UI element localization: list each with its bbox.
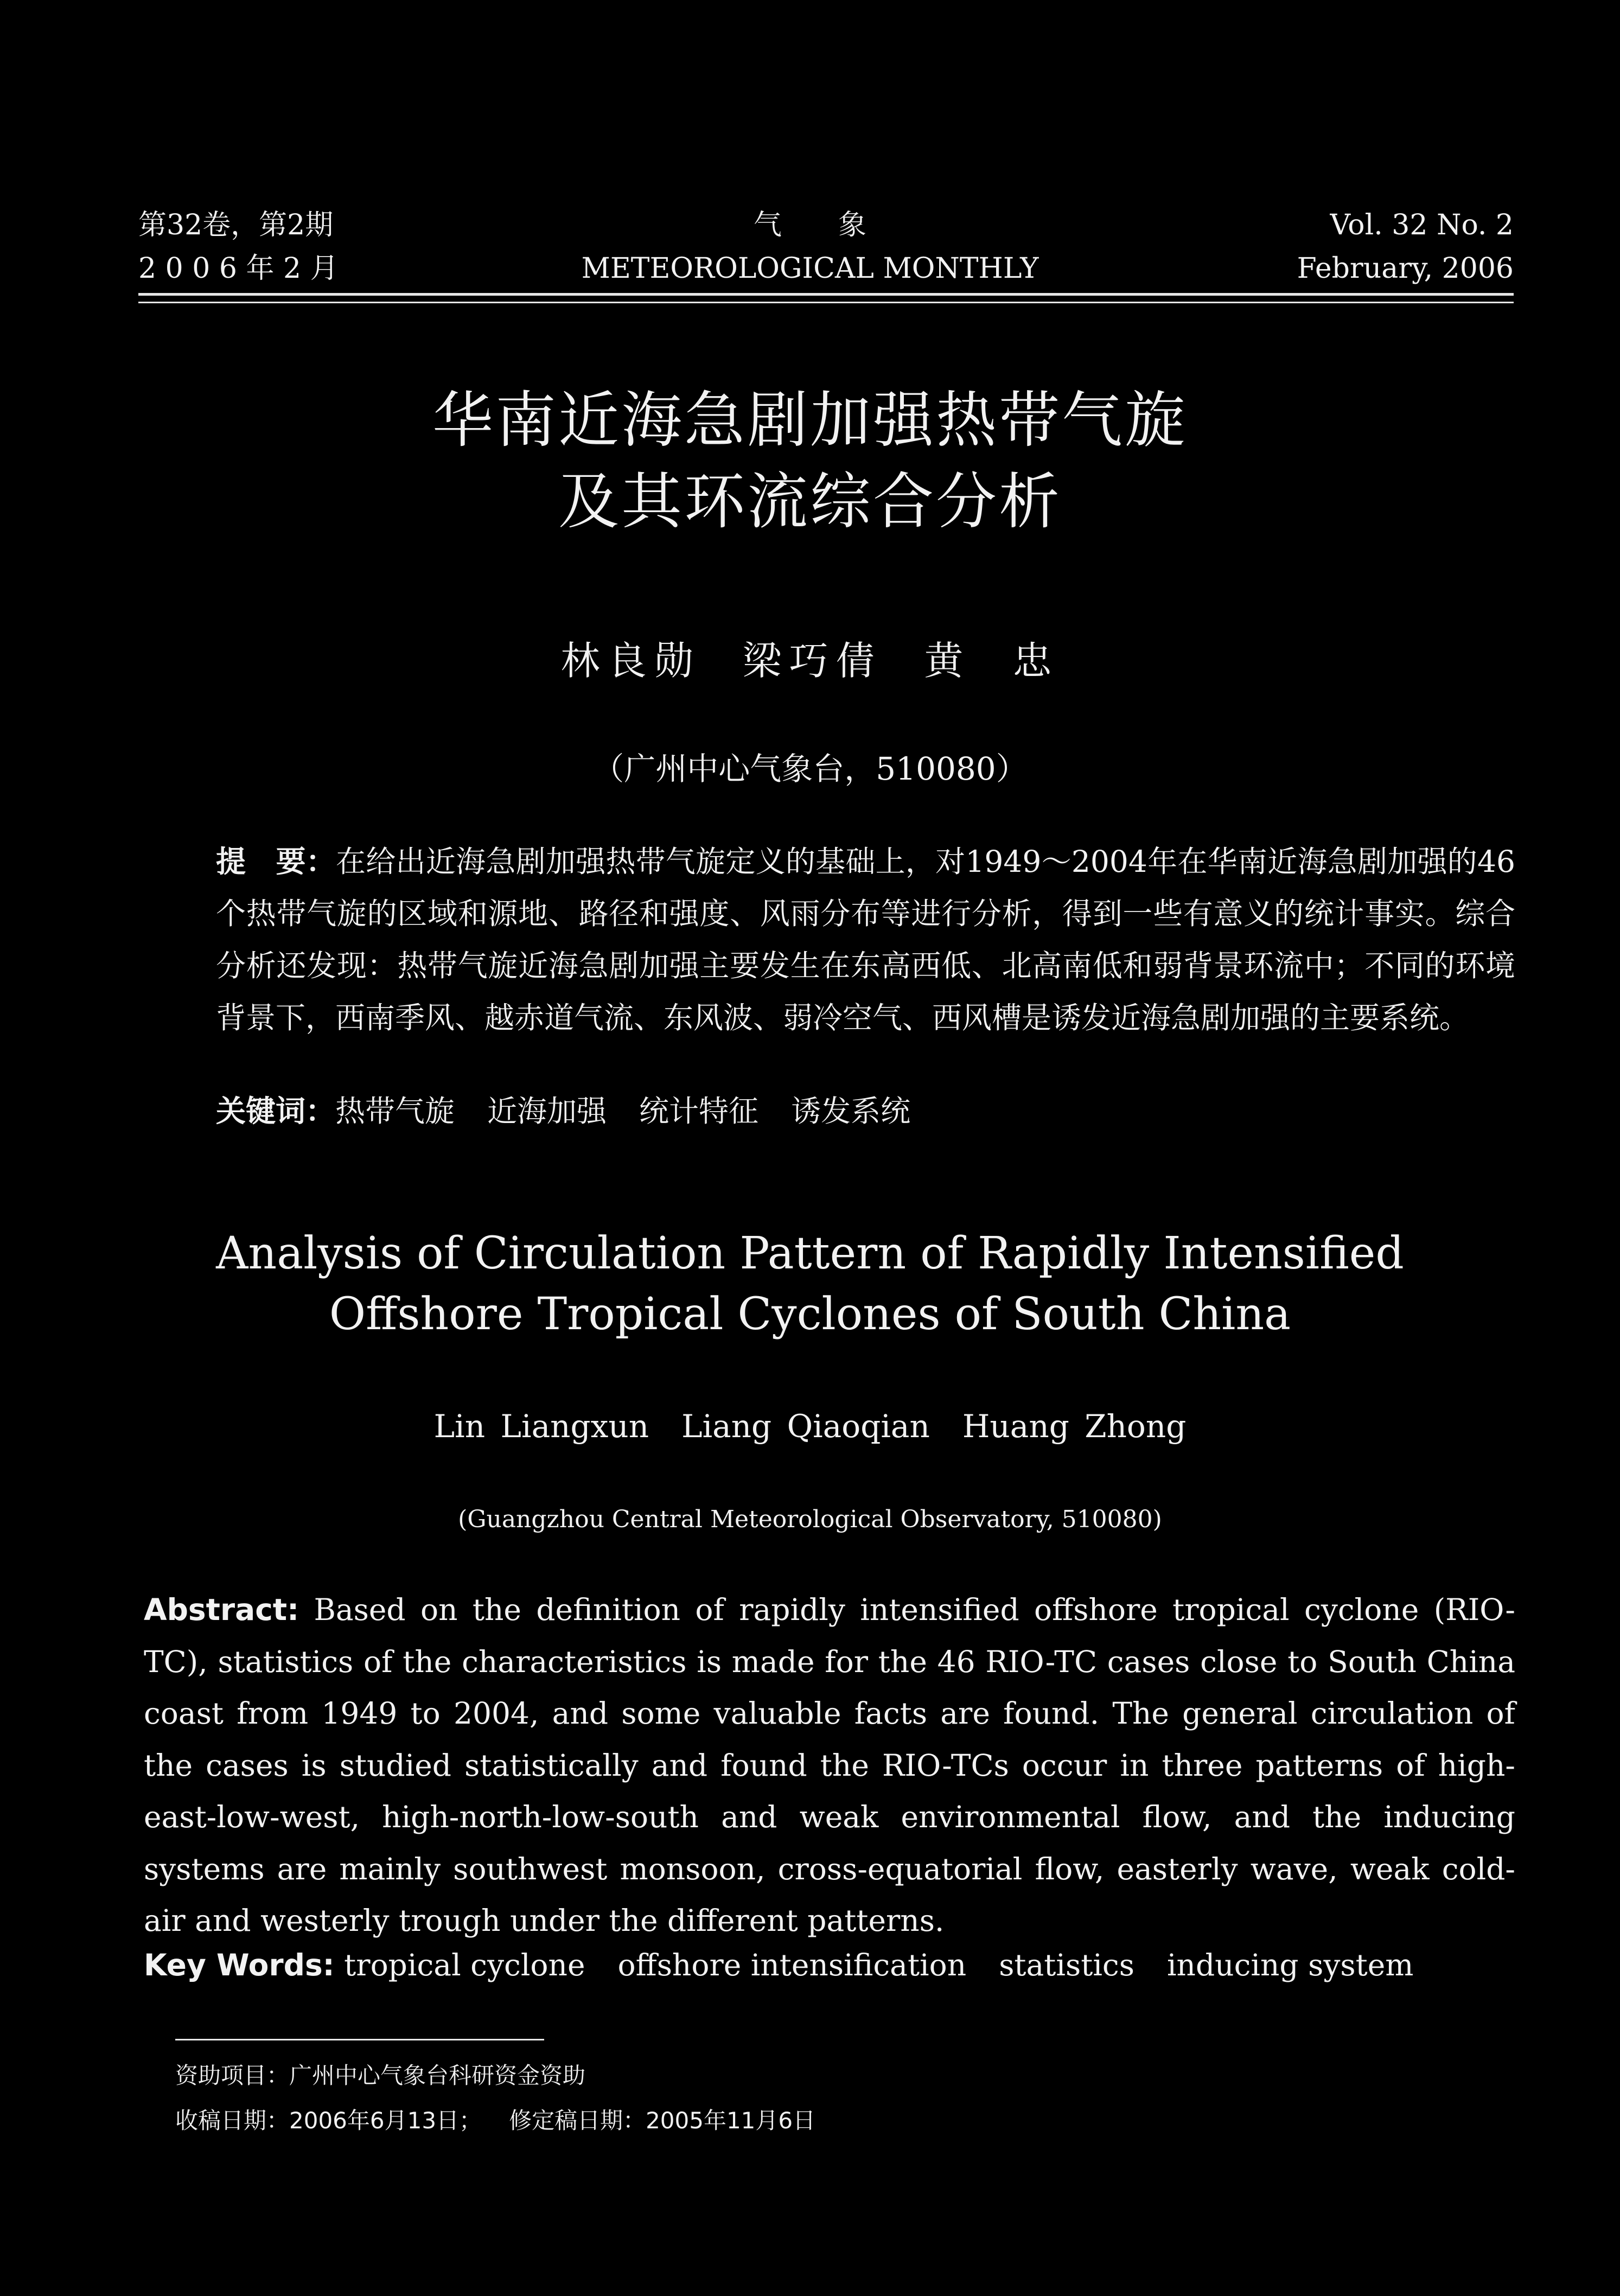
abstract-cn [216, 836, 1515, 1044]
issue-date-en: February, 2006 [1297, 252, 1514, 285]
header-rule-thick [138, 293, 1514, 296]
author-en: Liang Qiaoqian [681, 1408, 930, 1445]
footnote-dates [175, 2099, 815, 2143]
authors-en [0, 1408, 1620, 1445]
journal-name-en: METEOROLOGICAL MONTHLY [581, 252, 1039, 285]
keywords-cn [216, 1085, 1515, 1137]
abstract-cn-label: 提 要： [216, 844, 336, 879]
paper-title-cn [0, 380, 1620, 543]
revised-date: 修定稿日期：2005年11月6日 [509, 2107, 816, 2134]
keyword-cn: 近海加强 [487, 1094, 607, 1128]
keyword-en: offshore intensification [617, 1948, 967, 1982]
abstract-en-text: Based on the definition of rapidly intensified offshore tropical cyclone (RIO-TC), statistics of the characteristics is made for the 46 RIO-TC cases close to South China coast from 1949 to 2004, and some valuable facts are found. The general circulation of the cases is studied statistically and found the RIO-TCs occur in three patterns of high-east-low-west, high-north-low-south and weak environmental flow, and the inducing systems are mainly southwest monsoon, cross-equatorial flow, easterly wave, weak cold-air and westerly trough under the different patterns. [144, 1592, 1515, 1938]
keyword-en: statistics [999, 1948, 1134, 1982]
footnote-funding: 资助项目：广州中心气象台科研资金资助 [175, 2062, 586, 2089]
title-cn-line2: 及其环流综合分析 [558, 467, 1062, 537]
title-en-line1: Analysis of Circulation Pattern of Rapidly Intensified [216, 1228, 1404, 1279]
abstract-en [144, 1584, 1515, 1947]
authors-cn: 林良勋 梁巧倩 黄 忠 [560, 638, 1060, 684]
keyword-en: inducing system [1166, 1948, 1414, 1982]
journal-volume-info-en [1297, 203, 1514, 290]
volume-issue: 第32卷，第2期 [138, 209, 334, 241]
footnote-rule [175, 2039, 544, 2040]
keyword-cn: 热带气旋 [335, 1094, 455, 1128]
header-rule-thin [138, 302, 1514, 303]
keywords-cn-label: 关键词： [216, 1094, 336, 1128]
keyword-en: tropical cyclone [344, 1948, 585, 1982]
volume-issue-en: Vol. 32 No. 2 [1330, 209, 1514, 241]
author-en: Lin Liangxun [433, 1408, 649, 1445]
abstract-cn-text: 在给出近海急剧加强热带气旋定义的基础上，对1949～2004年在华南近海急剧加强的46个热带气旋的区域和源地、路径和强度、风雨分布等进行分析，得到一些有意义的统计事实。综合分析还发现：热带气旋近海急剧加强主要发生在东高西低、北高南低和弱背景环流中；不同的环境背景下，西南季风、越赤道气流、东风波、弱冷空气、西风槽是诱发近海急剧加强的主要系统。 [216, 844, 1515, 1035]
journal-name-cn: 气 象 [753, 209, 866, 241]
received-date: 收稿日期：2006年6月13日； [175, 2107, 482, 2134]
author-en: Huang Zhong [962, 1408, 1187, 1445]
keyword-cn: 统计特征 [639, 1094, 759, 1128]
affiliation-en: (Guangzhou Central Meteorological Observatory, 510080) [458, 1506, 1162, 1533]
keywords-en-label: Key Words: [144, 1948, 335, 1982]
title-en-line2: Offshore Tropical Cyclones of South China [329, 1289, 1291, 1340]
affiliation-cn: （广州中心气象台，510080） [592, 750, 1028, 787]
paper-title-en [0, 1223, 1620, 1345]
abstract-en-label: Abstract: [144, 1592, 299, 1627]
keyword-cn: 诱发系统 [791, 1094, 911, 1128]
title-cn-line1: 华南近海急剧加强热带气旋 [432, 385, 1188, 456]
keywords-en [144, 1940, 1515, 1991]
issue-date: 2 0 0 6 年 2 月 [138, 252, 339, 285]
